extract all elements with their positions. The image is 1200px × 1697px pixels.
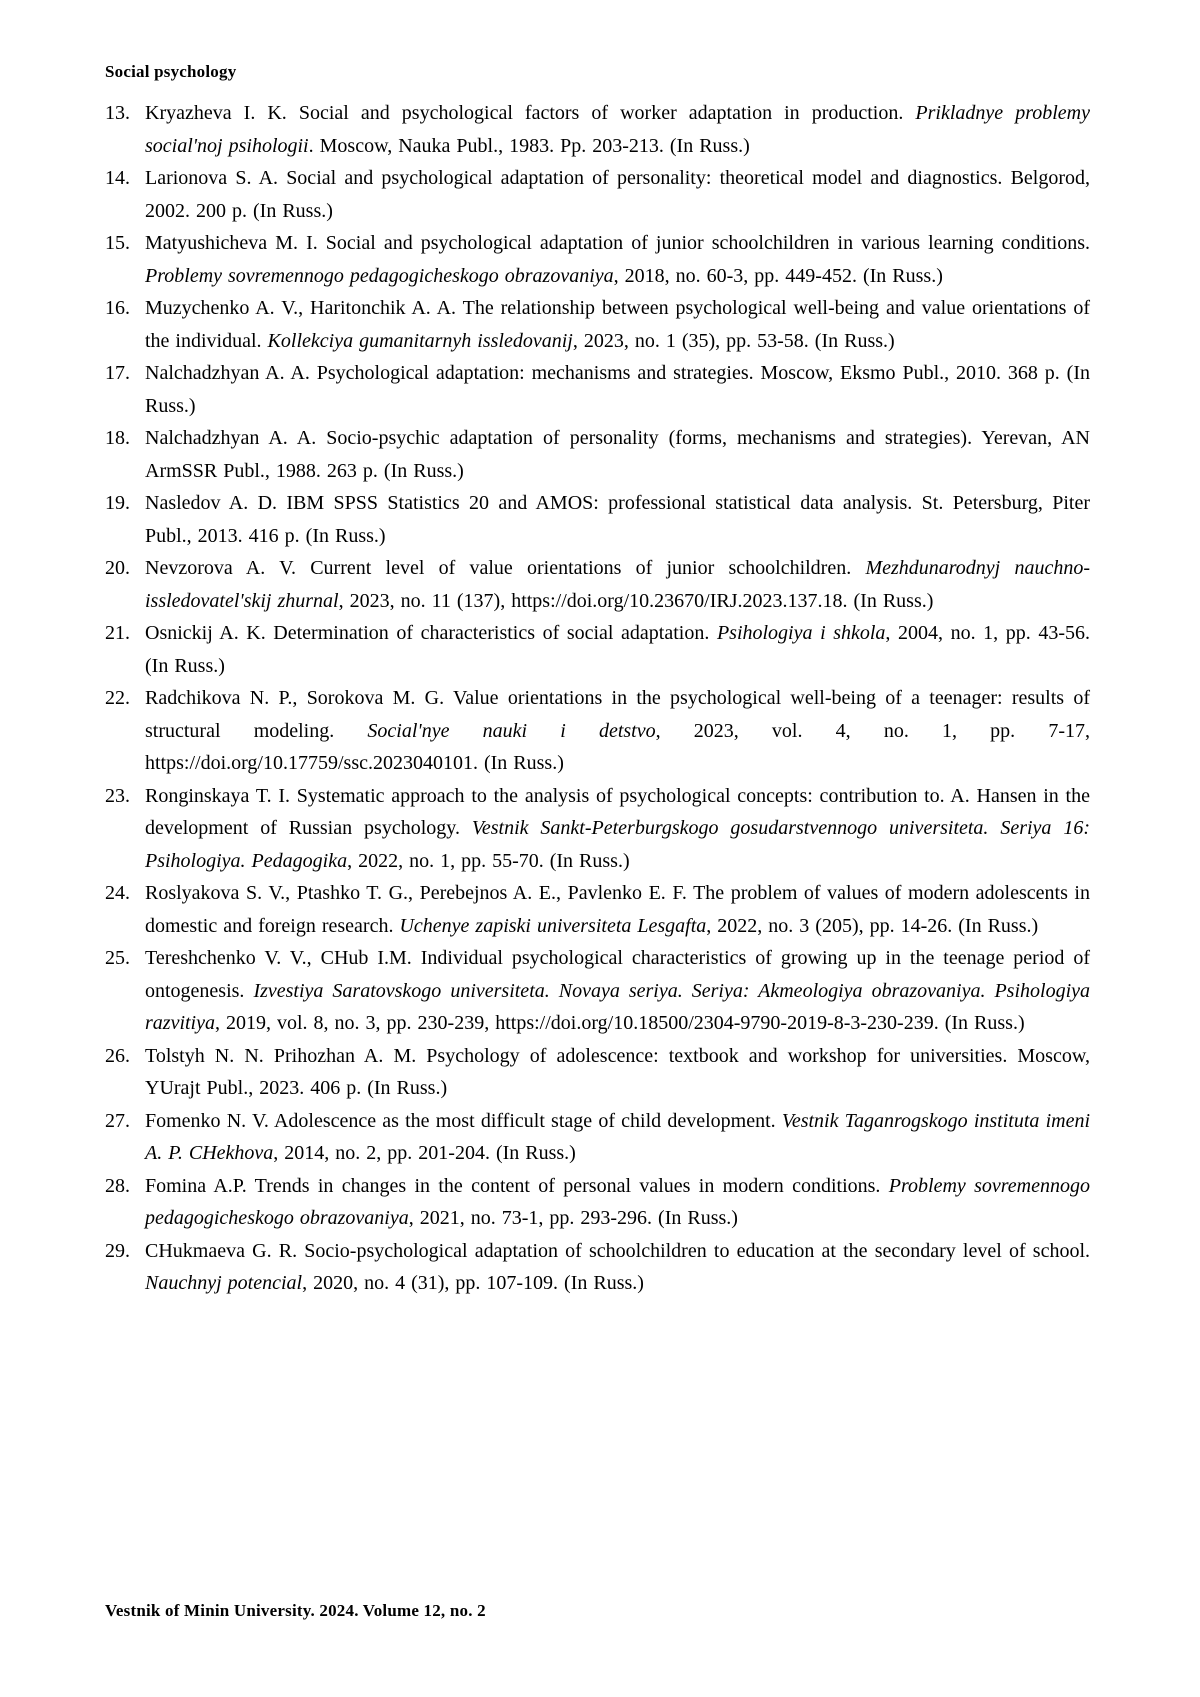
reference-item — [105, 780, 1090, 878]
reference-number: 28. — [105, 1174, 130, 1197]
reference-segment: , 2023, no. 11 (137), https://doi.org/10.23670/IRJ.2023.137.18. (In Russ.) — [338, 589, 934, 612]
reference-item — [105, 1105, 1090, 1170]
reference-segment: CHukmaeva G. R. Socio-psychological adaptation of schoolchildren to education at the secondary level of school. — [145, 1239, 1090, 1262]
journal-title: Mezhdunarodnyj nauchno-issledovatel'skij zhurnal — [145, 557, 1090, 612]
reference-segment: Ronginskaya T. I. Systematic approach to the analysis of psychological concepts: contribution to. A. Hansen in the development of Russian psychology. — [145, 784, 1090, 839]
reference-text — [145, 357, 1090, 422]
reference-segment: Larionova S. A. Social and psychological adaptation of personality: theoretical model and diagnostics. Belgorod, 2002. 200 p. (In Russ.) — [145, 167, 1090, 222]
reference-text — [145, 97, 1090, 162]
reference-segment: , 2023, no. 1 (35), pp. 53-58. (In Russ.) — [572, 329, 895, 352]
journal-title: Nauchnyj potencial — [145, 1272, 303, 1294]
reference-number: 27. — [105, 1109, 130, 1132]
reference-item — [105, 162, 1090, 227]
reference-text — [145, 1105, 1090, 1170]
reference-number: 19. — [105, 492, 130, 514]
reference-item — [105, 877, 1090, 942]
reference-item — [105, 422, 1090, 487]
reference-item — [105, 617, 1090, 682]
reference-item — [105, 487, 1090, 552]
reference-segment: Nalchadzhyan A. A. Psychological adaptation: mechanisms and strategies. Moscow, Eksmo Publ., 2010. 368 p. (In Russ.) — [145, 362, 1090, 417]
journal-title: Vestnik Taganrogskogo instituta imeni A. P. CHekhova — [145, 1109, 1091, 1164]
reference-number: 21. — [105, 622, 130, 644]
reference-item — [105, 1040, 1090, 1105]
journal-title: Kollekciya gumanitarnyh issledovanij — [267, 329, 573, 352]
reference-text — [145, 487, 1090, 552]
reference-item — [105, 552, 1090, 617]
reference-segment: Radchikova N. P., Sorokova M. G. Value orientations in the psychological well-being of a teenager: results of structural modeling. — [145, 687, 1090, 742]
reference-item — [105, 292, 1090, 357]
journal-title: Izvestiya Saratovskogo universiteta. Novaya seriya. Seriya: Akmeologiya obrazovaniya. Psihologiya razvitiya — [145, 979, 1090, 1034]
reference-item — [105, 227, 1090, 292]
reference-segment: , 2023, vol. 4, no. 1, pp. 7-17, https://doi.org/10.17759/ssc.2023040101. (In Russ.) — [145, 719, 1090, 774]
journal-title: Problemy sovremennogo pedagogicheskogo obrazovaniya — [145, 1174, 1090, 1229]
reference-segment: , 2014, no. 2, pp. 201-204. (In Russ.) — [273, 1142, 576, 1164]
reference-item — [105, 357, 1090, 422]
reference-number: 22. — [105, 687, 130, 709]
reference-text — [145, 1235, 1090, 1300]
journal-title: Uchenye zapiski universiteta Lesgafta — [399, 914, 707, 937]
reference-segment: Osnickij A. K. Determination of characteristics of social adaptation. — [145, 622, 717, 644]
reference-text — [145, 227, 1090, 292]
reference-segment: Fomenko N. V. Adolescence as the most difficult stage of child development. — [145, 1109, 782, 1132]
reference-segment: Tereshchenko V. V., CHub I.M. Individual psychological characteristics of growing up in the teenage period of ontogenesis. — [145, 947, 1090, 1002]
reference-text — [145, 1170, 1090, 1235]
reference-segment: . Moscow, Nauka Publ., 1983. Pp. 203-213. (In Russ.) — [308, 134, 750, 157]
journal-title: Prikladnye problemy social'noj psihologii — [145, 102, 1091, 157]
reference-segment: Tolstyh N. N. Prihozhan A. M. Psychology of adolescence: textbook and workshop for universities. Moscow, YUrajt Publ., 2023. 406 p. (In Russ.) — [145, 1044, 1090, 1099]
reference-segment: , 2022, no. 1, pp. 55-70. (In Russ.) — [347, 849, 630, 872]
reference-segment: , 2020, no. 4 (31), pp. 107-109. (In Russ.) — [302, 1272, 644, 1294]
reference-number: 15. — [105, 232, 130, 254]
reference-number: 20. — [105, 557, 130, 579]
reference-item — [105, 942, 1090, 1040]
reference-segment: , 2021, no. 73-1, pp. 293-296. (In Russ.) — [408, 1207, 738, 1229]
reference-text — [145, 1040, 1090, 1105]
reference-number: 25. — [105, 947, 130, 969]
journal-footer: Vestnik of Minin University. 2024. Volume 12, no. 2 — [105, 1601, 486, 1620]
reference-segment: Muzychenko A. V., Haritonchik A. A. The relationship between psychological well-being and value orientations of the individual. — [145, 297, 1090, 352]
reference-text — [145, 780, 1090, 878]
reference-number: 17. — [105, 362, 130, 384]
reference-number: 14. — [105, 167, 130, 189]
reference-item — [105, 1235, 1090, 1300]
reference-item — [105, 97, 1090, 162]
reference-number: 13. — [105, 102, 130, 124]
section-heading: Social psychology — [105, 62, 237, 81]
reference-text — [145, 682, 1090, 780]
reference-number: 24. — [105, 882, 130, 904]
reference-item — [105, 1170, 1090, 1235]
reference-segment: , 2019, vol. 8, no. 3, pp. 230-239, https://doi.org/10.18500/2304-9790-2019-8-3-230-239. (In Russ.) — [215, 1012, 1025, 1034]
reference-text — [145, 292, 1090, 357]
reference-item — [105, 682, 1090, 780]
reference-segment: Fomina A.P. Trends in changes in the content of personal values in modern conditions. — [145, 1174, 889, 1197]
reference-number: 23. — [105, 784, 130, 807]
reference-segment: , 2022, no. 3 (205), pp. 14-26. (In Russ.) — [706, 914, 1039, 937]
reference-number: 18. — [105, 427, 130, 449]
reference-segment: Roslyakova S. V., Ptashko T. G., Perebejnos A. E., Pavlenko E. F. The problem of values of modern adolescents in domestic and foreign research. — [145, 882, 1090, 937]
reference-text — [145, 617, 1090, 682]
reference-segment: Nasledov A. D. IBM SPSS Statistics 20 and AMOS: professional statistical data analysis. St. Petersburg, Piter Publ., 2013. 416 p. (In Russ.) — [145, 492, 1090, 547]
reference-number: 26. — [105, 1044, 130, 1067]
reference-segment: Kryazheva I. K. Social and psychological factors of worker adaptation in production. — [145, 102, 916, 124]
journal-title: Vestnik Sankt-Peterburgskogo gosudarstvennogo universiteta. Seriya 16: Psihologiya. Pedagogika — [145, 817, 1091, 872]
reference-text — [145, 942, 1090, 1040]
reference-number: 29. — [105, 1239, 130, 1262]
reference-segment: , 2018, no. 60-3, pp. 449-452. (In Russ.) — [613, 264, 943, 287]
reference-text — [145, 422, 1090, 487]
journal-title: Social'nye nauki i detstvo — [367, 719, 656, 742]
journal-title: Psihologiya i shkola — [716, 622, 886, 644]
reference-number: 16. — [105, 297, 130, 319]
references-list — [105, 97, 1090, 1300]
reference-segment: Nalchadzhyan A. A. Socio-psychic adaptation of personality (forms, mechanisms and strategies). Yerevan, AN ArmSSR Publ., 1988. 263 p. (In Russ.) — [145, 427, 1090, 482]
reference-segment: , 2004, no. 1, pp. 43-56. (In Russ.) — [145, 622, 1090, 677]
reference-text — [145, 552, 1090, 617]
reference-text — [145, 877, 1090, 942]
reference-text — [145, 162, 1090, 227]
reference-segment: Matyushicheva M. I. Social and psychological adaptation of junior schoolchildren in various learning conditions. — [145, 232, 1090, 254]
journal-title: Problemy sovremennogo pedagogicheskogo obrazovaniya — [145, 264, 614, 287]
reference-segment: Nevzorova A. V. Current level of value orientations of junior schoolchildren. — [145, 557, 866, 579]
